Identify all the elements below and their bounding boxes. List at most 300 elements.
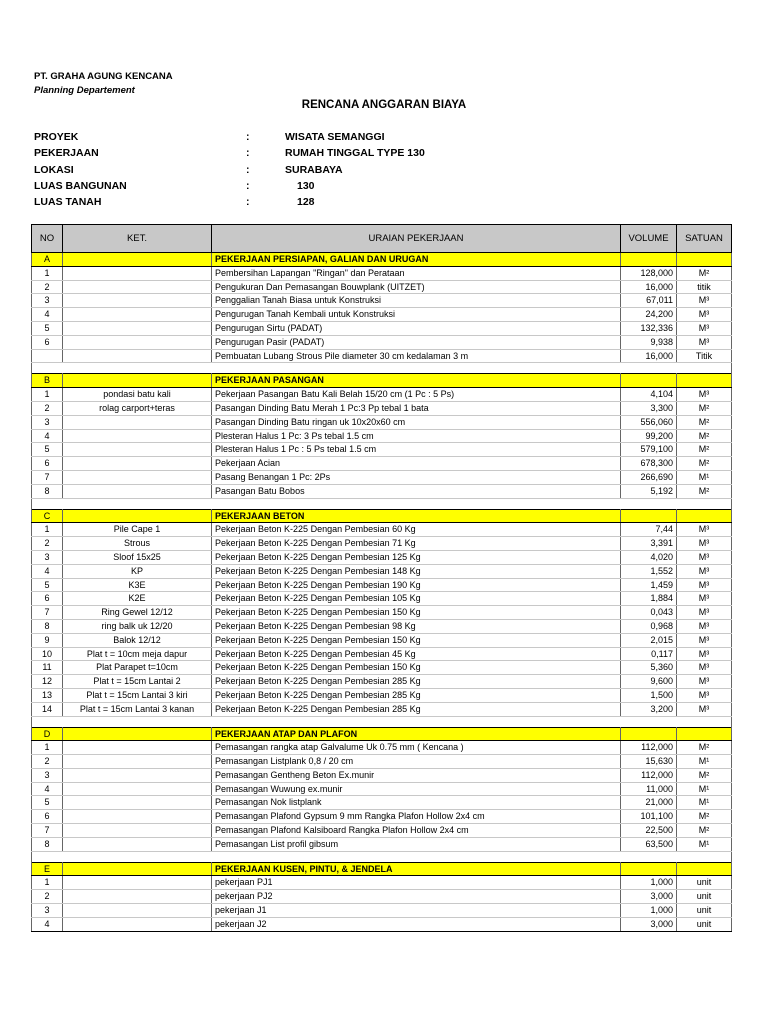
cell-ket: Balok 12/12: [63, 633, 212, 647]
section-empty-cell: [677, 374, 732, 388]
spacer-cell: [63, 716, 212, 727]
cell-satuan: M³: [677, 688, 732, 702]
table-row: [32, 537, 732, 551]
spacer-cell: [212, 498, 621, 509]
cell-ket: Ring Gewel 12/12: [63, 606, 212, 620]
cell-ket: [63, 876, 212, 890]
section-empty-cell: [621, 862, 677, 876]
cell-volume: 22,500: [621, 824, 677, 838]
cell-no: 13: [32, 688, 63, 702]
cell-no: 5: [32, 321, 63, 335]
project-info: [34, 129, 534, 210]
cell-volume: 1,459: [621, 578, 677, 592]
cell-no: 1: [32, 876, 63, 890]
cell-volume: 2,015: [621, 633, 677, 647]
cell-uraian: Pengukuran Dan Pemasangan Bouwplank (UITZET): [212, 280, 621, 294]
cell-no: 1: [32, 523, 63, 537]
cell-no: 4: [32, 429, 63, 443]
section-title: PEKERJAAN ATAP DAN PLAFON: [212, 727, 621, 741]
cell-satuan: M¹: [677, 755, 732, 769]
cell-satuan: M³: [677, 335, 732, 349]
cell-ket: K2E: [63, 592, 212, 606]
cell-satuan: M²: [677, 401, 732, 415]
table-row: [32, 876, 732, 890]
cell-no: 11: [32, 661, 63, 675]
cell-satuan: Titik: [677, 349, 732, 363]
section-empty-cell: [63, 509, 212, 523]
cell-no: 4: [32, 564, 63, 578]
table-row: [32, 592, 732, 606]
cell-uraian: Pengurugan Pasir (PADAT): [212, 335, 621, 349]
cell-uraian: Pekerjaan Beton K-225 Dengan Pembesian 125 Kg: [212, 550, 621, 564]
table-row: [32, 266, 732, 280]
table-row: [32, 564, 732, 578]
section-code: C: [32, 509, 63, 523]
section-title: PEKERJAAN KUSEN, PINTU, & JENDELA: [212, 862, 621, 876]
company-name: PT. GRAHA AGUNG KENCANA: [34, 71, 173, 82]
cell-uraian: Pekerjaan Beton K-225 Dengan Pembesian 150 Kg: [212, 606, 621, 620]
table-row: [32, 741, 732, 755]
table-row: [32, 415, 732, 429]
table-row: [32, 349, 732, 363]
table-row: [32, 810, 732, 824]
section-empty-cell: [621, 509, 677, 523]
section-spacer: [32, 716, 732, 727]
cell-uraian: Pemasangan List profil gibsum: [212, 837, 621, 851]
section-title: PEKERJAAN PERSIAPAN, GALIAN DAN URUGAN: [212, 253, 621, 267]
cell-uraian: Pekerjaan Beton K-225 Dengan Pembesian 98 Kg: [212, 619, 621, 633]
cell-ket: Plat t = 15cm Lantai 2: [63, 675, 212, 689]
cell-volume: 5,360: [621, 661, 677, 675]
cell-satuan: M³: [677, 578, 732, 592]
table-row: [32, 904, 732, 918]
cell-volume: 556,060: [621, 415, 677, 429]
cell-ket: [63, 308, 212, 322]
project-info-label: LUAS TANAH: [34, 196, 102, 209]
header-ket: KET.: [63, 225, 212, 253]
cell-ket: [63, 321, 212, 335]
table-row: [32, 294, 732, 308]
cell-uraian: Pekerjaan Pasangan Batu Kali Belah 15/20 cm (1 Pc : 5 Ps): [212, 388, 621, 402]
spacer-cell: [32, 716, 63, 727]
spacer-cell: [32, 851, 63, 862]
department-name: Planning Departement: [34, 85, 135, 96]
cell-satuan: M²: [677, 457, 732, 471]
cell-uraian: Pekerjaan Beton K-225 Dengan Pembesian 45 Kg: [212, 647, 621, 661]
spacer-cell: [677, 716, 732, 727]
cell-ket: [63, 266, 212, 280]
cell-satuan: M³: [677, 294, 732, 308]
cell-ket: [63, 429, 212, 443]
table-row: [32, 824, 732, 838]
cell-ket: Plat t = 15cm Lantai 3 kiri: [63, 688, 212, 702]
cell-no: 3: [32, 415, 63, 429]
project-info-label: LUAS BANGUNAN: [34, 179, 127, 192]
spacer-cell: [63, 498, 212, 509]
cell-ket: [63, 796, 212, 810]
section-spacer: [32, 363, 732, 374]
cell-uraian: Pemasangan Nok listplank: [212, 796, 621, 810]
cell-no: 4: [32, 917, 63, 931]
project-info-value: 128: [297, 196, 315, 209]
section-spacer: [32, 851, 732, 862]
section-header-row: [32, 374, 732, 388]
cell-no: 1: [32, 266, 63, 280]
cell-no: 4: [32, 308, 63, 322]
cell-ket: Strous: [63, 537, 212, 551]
table-row: [32, 470, 732, 484]
cell-no: 6: [32, 810, 63, 824]
section-header-row: [32, 727, 732, 741]
table-row: [32, 917, 732, 931]
cell-ket: [63, 741, 212, 755]
cell-satuan: M³: [677, 661, 732, 675]
cell-ket: [63, 457, 212, 471]
section-empty-cell: [621, 727, 677, 741]
cell-uraian: Pengurugan Sirtu (PADAT): [212, 321, 621, 335]
cell-uraian: Pengurugan Tanah Kembali untuk Konstruksi: [212, 308, 621, 322]
cell-volume: 1,000: [621, 904, 677, 918]
cell-no: 7: [32, 824, 63, 838]
table-row: [32, 755, 732, 769]
table-row: [32, 550, 732, 564]
cell-no: 8: [32, 484, 63, 498]
cell-uraian: Pemasangan Wuwung ex.munir: [212, 782, 621, 796]
cell-ket: rolag carport+teras: [63, 401, 212, 415]
cell-no: 6: [32, 592, 63, 606]
project-info-value: RUMAH TINGGAL TYPE 130: [285, 147, 425, 160]
cell-uraian: Pekerjaan Beton K-225 Dengan Pembesian 105 Kg: [212, 592, 621, 606]
cell-satuan: M³: [677, 523, 732, 537]
cell-ket: [63, 768, 212, 782]
cell-volume: 112,000: [621, 768, 677, 782]
cell-no: 3: [32, 550, 63, 564]
cell-no: 4: [32, 782, 63, 796]
section-empty-cell: [63, 727, 212, 741]
table-row: [32, 782, 732, 796]
section-code: E: [32, 862, 63, 876]
project-info-row: [34, 194, 534, 210]
cell-uraian: Pekerjaan Beton K-225 Dengan Pembesian 71 Kg: [212, 537, 621, 551]
cell-volume: 112,000: [621, 741, 677, 755]
cell-volume: 3,000: [621, 890, 677, 904]
spacer-cell: [212, 851, 621, 862]
spacer-cell: [32, 498, 63, 509]
cell-no: 2: [32, 755, 63, 769]
cell-volume: 7,44: [621, 523, 677, 537]
cell-ket: [63, 349, 212, 363]
header-volume: VOLUME: [621, 225, 677, 253]
spacer-cell: [621, 498, 677, 509]
cell-no: 2: [32, 537, 63, 551]
table-row: [32, 308, 732, 322]
table-body: [32, 253, 732, 932]
cell-volume: 9,938: [621, 335, 677, 349]
document-title: RENCANA ANGGARAN BIAYA: [301, 99, 467, 111]
cell-no: [32, 349, 63, 363]
cell-uraian: Pasangan Dinding Batu Merah 1 Pc:3 Pp tebal 1 bata: [212, 401, 621, 415]
table-row: [32, 443, 732, 457]
cell-uraian: Pasangan Batu Bobos: [212, 484, 621, 498]
cell-no: 3: [32, 768, 63, 782]
section-empty-cell: [621, 374, 677, 388]
section-empty-cell: [677, 509, 732, 523]
cell-uraian: pekerjaan J2: [212, 917, 621, 931]
cell-uraian: Plesteran Halus 1 Pc : 5 Ps tebal 1.5 cm: [212, 443, 621, 457]
header-no: NO: [32, 225, 63, 253]
project-info-value: 130: [297, 179, 315, 192]
table-row: [32, 280, 732, 294]
cell-volume: 67,011: [621, 294, 677, 308]
section-empty-cell: [677, 253, 732, 267]
cell-satuan: M¹: [677, 837, 732, 851]
cell-no: 9: [32, 633, 63, 647]
section-header-row: [32, 862, 732, 876]
cell-no: 2: [32, 280, 63, 294]
project-info-label: PROYEK: [34, 131, 79, 143]
cell-satuan: M¹: [677, 782, 732, 796]
section-code: B: [32, 374, 63, 388]
section-header-row: [32, 253, 732, 267]
table-row: [32, 688, 732, 702]
cell-no: 1: [32, 388, 63, 402]
cell-satuan: M¹: [677, 470, 732, 484]
cell-volume: 1,884: [621, 592, 677, 606]
cell-volume: 128,000: [621, 266, 677, 280]
cell-uraian: Pemasangan rangka atap Galvalume Uk 0.75 mm ( Kencana ): [212, 741, 621, 755]
table-row: [32, 335, 732, 349]
cell-uraian: Pekerjaan Beton K-225 Dengan Pembesian 190 Kg: [212, 578, 621, 592]
cell-volume: 1,552: [621, 564, 677, 578]
table-row: [32, 401, 732, 415]
project-info-row: [34, 162, 534, 178]
cell-ket: Sloof 15x25: [63, 550, 212, 564]
cell-volume: 3,391: [621, 537, 677, 551]
cell-uraian: Pekerjaan Beton K-225 Dengan Pembesian 285 Kg: [212, 702, 621, 716]
cell-volume: 3,300: [621, 401, 677, 415]
cell-satuan: M³: [677, 647, 732, 661]
cell-no: 5: [32, 796, 63, 810]
cell-uraian: Pemasangan Plafond Gypsum 9 mm Rangka Plafon Hollow 2x4 cm: [212, 810, 621, 824]
cell-satuan: M²: [677, 415, 732, 429]
header-uraian: URAIAN PEKERJAAN: [212, 225, 621, 253]
table-header-row: [32, 225, 732, 253]
spacer-cell: [677, 851, 732, 862]
cell-volume: 678,300: [621, 457, 677, 471]
cell-satuan: M²: [677, 768, 732, 782]
table-row: [32, 647, 732, 661]
cell-satuan: titik: [677, 280, 732, 294]
spacer-cell: [212, 716, 621, 727]
cell-ket: K3E: [63, 578, 212, 592]
cell-satuan: M³: [677, 321, 732, 335]
project-info-row: [34, 129, 534, 145]
cell-uraian: pekerjaan J1: [212, 904, 621, 918]
cell-ket: KP: [63, 564, 212, 578]
table-row: [32, 837, 732, 851]
cell-satuan: M³: [677, 633, 732, 647]
cell-volume: 1,000: [621, 876, 677, 890]
cell-volume: 0,968: [621, 619, 677, 633]
project-info-value: SURABAYA: [285, 163, 343, 176]
cell-uraian: Pekerjaan Beton K-225 Dengan Pembesian 150 Kg: [212, 661, 621, 675]
cell-volume: 21,000: [621, 796, 677, 810]
spacer-cell: [677, 363, 732, 374]
cell-ket: [63, 335, 212, 349]
cell-volume: 132,336: [621, 321, 677, 335]
table-row: [32, 523, 732, 537]
cell-volume: 24,200: [621, 308, 677, 322]
cell-satuan: M³: [677, 537, 732, 551]
section-empty-cell: [621, 253, 677, 267]
cell-satuan: M³: [677, 550, 732, 564]
cell-ket: Plat t = 10cm meja dapur: [63, 647, 212, 661]
project-info-row: [34, 178, 534, 194]
spacer-cell: [621, 716, 677, 727]
table-row: [32, 457, 732, 471]
table-row: [32, 606, 732, 620]
cell-no: 10: [32, 647, 63, 661]
cell-ket: [63, 917, 212, 931]
table-row: [32, 890, 732, 904]
cell-volume: 16,000: [621, 280, 677, 294]
cell-satuan: unit: [677, 890, 732, 904]
cell-satuan: M²: [677, 484, 732, 498]
cell-uraian: Pekerjaan Beton K-225 Dengan Pembesian 285 Kg: [212, 688, 621, 702]
cell-satuan: M¹: [677, 796, 732, 810]
cell-uraian: Pasang Benangan 1 Pc: 2Ps: [212, 470, 621, 484]
cell-uraian: Pemasangan Listplank 0,8 / 20 cm: [212, 755, 621, 769]
cell-uraian: Pekerjaan Beton K-225 Dengan Pembesian 285 Kg: [212, 675, 621, 689]
cell-satuan: M³: [677, 592, 732, 606]
cell-no: 2: [32, 890, 63, 904]
cell-ket: Plat t = 15cm Lantai 3 kanan: [63, 702, 212, 716]
section-empty-cell: [677, 862, 732, 876]
header-satuan: SATUAN: [677, 225, 732, 253]
cell-satuan: M³: [677, 564, 732, 578]
cell-uraian: Pemasangan Gentheng Beton Ex.munir: [212, 768, 621, 782]
cell-volume: 3,000: [621, 917, 677, 931]
cell-satuan: M²: [677, 429, 732, 443]
cell-uraian: Pembersihan Lapangan "Ringan" dan Perataan: [212, 266, 621, 280]
project-info-label: PEKERJAAN: [34, 147, 99, 160]
section-empty-cell: [63, 374, 212, 388]
project-info-label: LOKASI: [34, 163, 74, 176]
cell-ket: [63, 415, 212, 429]
table-row: [32, 484, 732, 498]
cell-ket: Plat Parapet t=10cm: [63, 661, 212, 675]
cell-ket: [63, 904, 212, 918]
cell-ket: Pile Cape 1: [63, 523, 212, 537]
cell-ket: [63, 470, 212, 484]
cell-no: 7: [32, 470, 63, 484]
cell-volume: 3,200: [621, 702, 677, 716]
budget-table-wrapper: [31, 224, 732, 932]
cell-ket: [63, 810, 212, 824]
cell-no: 5: [32, 443, 63, 457]
cell-satuan: M³: [677, 675, 732, 689]
cell-volume: 4,104: [621, 388, 677, 402]
table-row: [32, 619, 732, 633]
cell-ket: [63, 755, 212, 769]
cell-uraian: Pasangan Dinding Batu ringan uk 10x20x60 cm: [212, 415, 621, 429]
cell-satuan: M³: [677, 702, 732, 716]
cell-ket: pondasi batu kali: [63, 388, 212, 402]
cell-uraian: pekerjaan PJ1: [212, 876, 621, 890]
project-info-row: [34, 145, 534, 161]
cell-satuan: M²: [677, 443, 732, 457]
cell-ket: [63, 890, 212, 904]
cell-ket: ring balk uk 12/20: [63, 619, 212, 633]
cell-volume: 99,200: [621, 429, 677, 443]
cell-no: 14: [32, 702, 63, 716]
cell-no: 7: [32, 606, 63, 620]
cell-no: 2: [32, 401, 63, 415]
cell-satuan: M³: [677, 619, 732, 633]
section-title: PEKERJAAN PASANGAN: [212, 374, 621, 388]
table-row: [32, 633, 732, 647]
section-code: D: [32, 727, 63, 741]
cell-uraian: Pekerjaan Beton K-225 Dengan Pembesian 60 Kg: [212, 523, 621, 537]
cell-volume: 101,100: [621, 810, 677, 824]
cell-satuan: unit: [677, 904, 732, 918]
table-row: [32, 661, 732, 675]
cell-no: 8: [32, 619, 63, 633]
cell-no: 8: [32, 837, 63, 851]
cell-volume: 11,000: [621, 782, 677, 796]
table-row: [32, 768, 732, 782]
cell-volume: 266,690: [621, 470, 677, 484]
cell-satuan: M²: [677, 266, 732, 280]
cell-uraian: pekerjaan PJ2: [212, 890, 621, 904]
cell-uraian: Pembuatan Lubang Strous Pile diameter 30 cm kedalaman 3 m: [212, 349, 621, 363]
cell-volume: 4,020: [621, 550, 677, 564]
cell-ket: [63, 837, 212, 851]
cell-satuan: M²: [677, 824, 732, 838]
cell-no: 5: [32, 578, 63, 592]
cell-satuan: unit: [677, 876, 732, 890]
cell-ket: [63, 484, 212, 498]
cell-uraian: Penggalian Tanah Biasa untuk Konstruksi: [212, 294, 621, 308]
section-empty-cell: [63, 862, 212, 876]
cell-ket: [63, 782, 212, 796]
cell-ket: [63, 443, 212, 457]
cell-uraian: Pekerjaan Beton K-225 Dengan Pembesian 148 Kg: [212, 564, 621, 578]
table-row: [32, 796, 732, 810]
spacer-cell: [677, 498, 732, 509]
cell-uraian: Pemasangan Plafond Kalsiboard Rangka Plafon Hollow 2x4 cm: [212, 824, 621, 838]
cell-volume: 0,117: [621, 647, 677, 661]
project-info-colon: :: [246, 147, 250, 160]
cell-ket: [63, 280, 212, 294]
cell-no: 12: [32, 675, 63, 689]
cell-no: 6: [32, 457, 63, 471]
cell-satuan: M²: [677, 741, 732, 755]
cell-satuan: M³: [677, 606, 732, 620]
spacer-cell: [63, 851, 212, 862]
cell-no: 1: [32, 741, 63, 755]
project-info-colon: :: [246, 131, 250, 143]
project-info-colon: :: [246, 196, 250, 209]
cell-satuan: M³: [677, 308, 732, 322]
section-header-row: [32, 509, 732, 523]
table-row: [32, 578, 732, 592]
cell-no: 3: [32, 904, 63, 918]
cell-satuan: M³: [677, 388, 732, 402]
section-title: PEKERJAAN BETON: [212, 509, 621, 523]
table-row: [32, 429, 732, 443]
cell-ket: [63, 824, 212, 838]
